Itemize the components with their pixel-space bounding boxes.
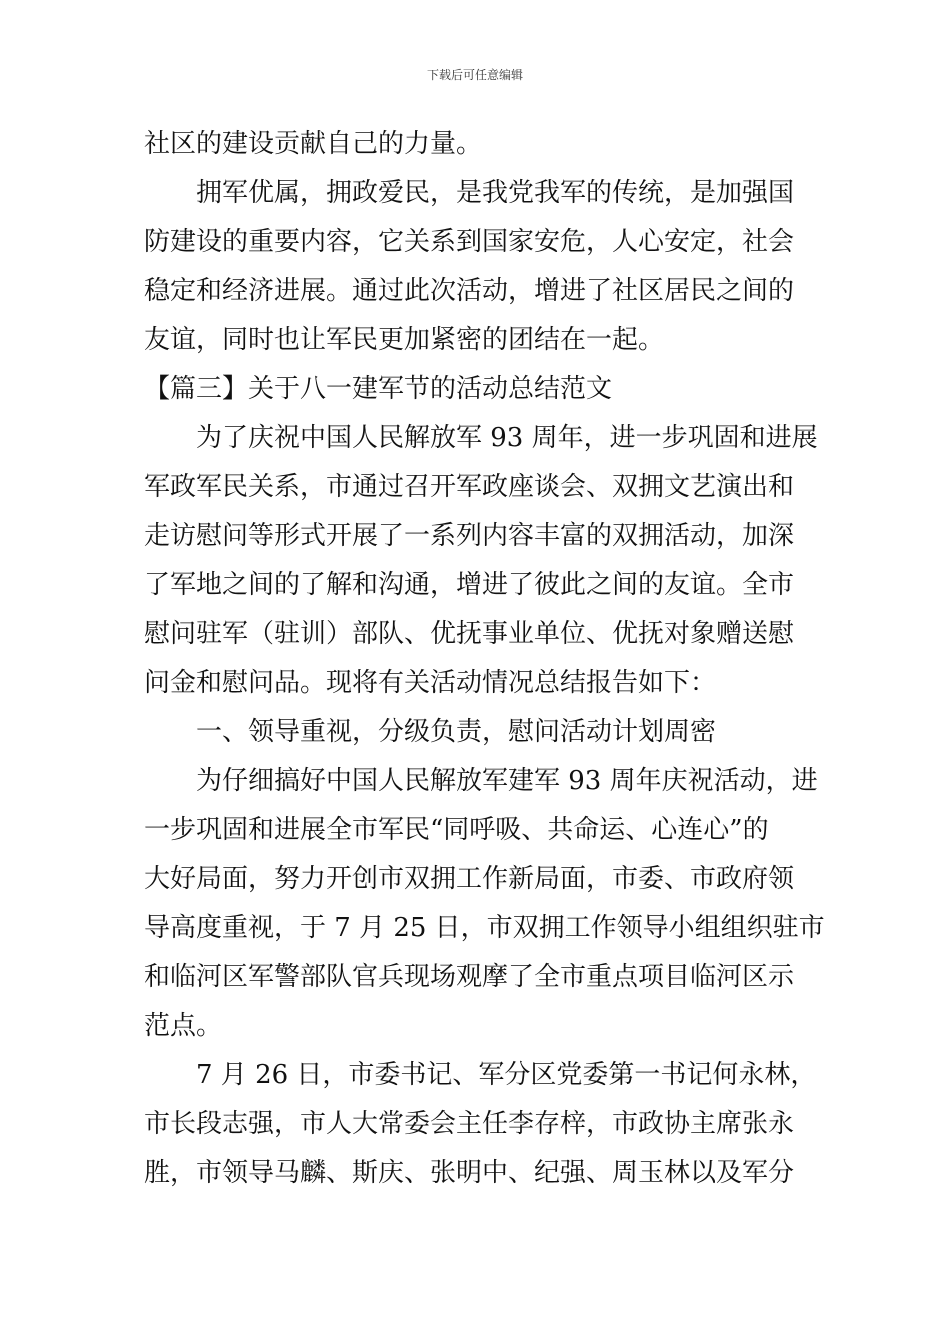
text-line: 问金和慰问品。现将有关活动情况总结报告如下： [144,668,717,698]
text-line: 社区的建设贡献自己的力量。 [144,129,483,159]
paragraph-first-line: 为仔细搞好中国人民解放军建军 93 周年庆祝活动，进 [196,766,818,796]
paragraph-first-line: 为了庆祝中国人民解放军 93 周年，进一步巩固和进展 [196,423,818,453]
text-line: 和临河区军警部队官兵现场观摩了全市重点项目临河区示 [144,962,795,992]
text-line: 了军地之间的了解和沟通，增进了彼此之间的友谊。全市 [144,570,795,600]
text-line: 大好局面，努力开创市双拥工作新局面，市委、市政府领 [144,864,795,894]
text-line: 稳定和经济进展。通过此次活动，增进了社区居民之间的 [144,276,795,306]
section-heading: 【篇三】关于八一建军节的活动总结范文 [144,374,613,404]
paragraph-first-line: 7 月 26 日，市委书记、军分区党委第一书记何永林， [196,1060,817,1090]
text-line: 范点。 [144,1011,223,1041]
text-line: 军政军民关系，市通过召开军政座谈会、双拥文艺演出和 [144,472,795,502]
subsection-heading: 一、领导重视，分级负责，慰问活动计划周密 [196,717,717,747]
text-line: 走访慰问等形式开展了一系列内容丰富的双拥活动，加深 [144,521,795,551]
text-line: 一步巩固和进展全市军民“同呼吸、共命运、心连心”的 [144,815,769,845]
text-line: 友谊，同时也让军民更加紧密的团结在一起。 [144,325,665,355]
text-line: 市长段志强，市人大常委会主任李存梓，市政协主席张永 [144,1109,795,1139]
paragraph-first-line: 拥军优属，拥政爱民，是我党我军的传统，是加强国 [196,178,795,208]
page-header: 下载后可任意编辑 [426,68,523,82]
text-line: 慰问驻军（驻训）部队、优抚事业单位、优抚对象赠送慰 [144,619,795,649]
text-line: 胜，市领导马麟、斯庆、张明中、纪强、周玉林以及军分 [144,1158,795,1188]
text-line: 防建设的重要内容，它关系到国家安危，人心安定，社会 [144,227,795,257]
document-body [144,120,825,1198]
text-line: 导高度重视，于 7 月 25 日，市双拥工作领导小组组织驻市 [144,913,825,943]
